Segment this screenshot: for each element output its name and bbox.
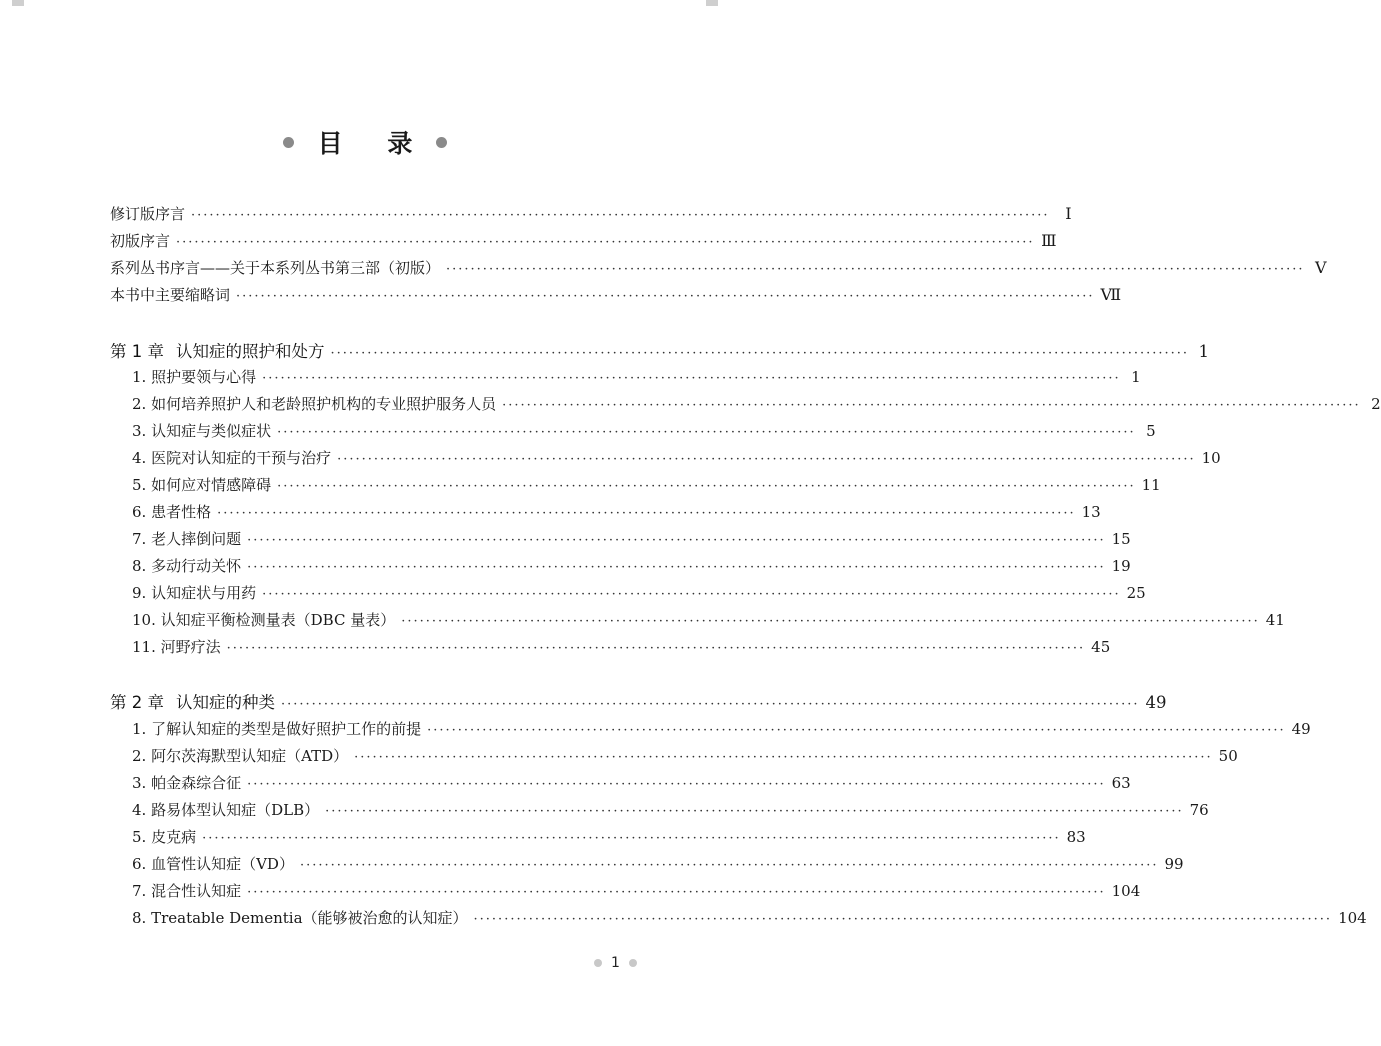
dot-leader: ············································································································································ [427, 723, 1286, 738]
toc-entry[interactable] [132, 445, 1221, 472]
toc-entry[interactable] [132, 878, 1141, 905]
dot-leader: ············································································································································ [247, 777, 1106, 792]
toc-entry-label: 4. 路易体型认知症（DLB） [132, 801, 320, 819]
toc-entry[interactable] [132, 770, 1131, 797]
toc-page-number: Ⅲ [1041, 231, 1057, 250]
footer-left-dot-icon [594, 959, 602, 967]
toc-page-number: 13 [1081, 503, 1101, 521]
toc-page-number: 49 [1145, 693, 1167, 712]
dot-leader: ············································································································································ [247, 885, 1106, 900]
toc-front-item[interactable] [110, 281, 1122, 308]
toc-entry-label: 8. Treatable Dementia（能够被治愈的认知症） [132, 909, 468, 927]
dot-leader: ············································································································································ [236, 289, 1095, 304]
chapter-number: 第 1 章 [110, 342, 164, 361]
dot-leader: ············································································································································ [262, 587, 1121, 602]
dot-leader: ············································································································································ [277, 425, 1136, 440]
dot-leader: ············································································································································ [330, 346, 1190, 361]
dot-leader: ············································································································································ [262, 371, 1121, 386]
toc-page-number: 99 [1164, 855, 1184, 873]
toc-page-number: 104 [1111, 882, 1141, 900]
dot-leader: ············································································································································ [473, 912, 1333, 927]
dot-leader: ············································································································································ [401, 614, 1260, 629]
toc-entry[interactable] [132, 364, 1141, 391]
toc-entry[interactable] [132, 553, 1131, 580]
toc-entry[interactable] [132, 580, 1146, 607]
toc-entry-label: 6. 患者性格 [132, 503, 212, 521]
dot-leader: ············································································································································ [247, 560, 1106, 575]
toc-page-number: Ⅰ [1065, 204, 1072, 223]
dot-leader: ············································································································································ [325, 804, 1184, 819]
toc-page-number: 45 [1091, 638, 1111, 656]
toc-entry-label: 8. 多动行动关怀 [132, 557, 242, 575]
toc-page-number: 1 [1131, 368, 1141, 386]
dot-leader: ············································································································································ [277, 479, 1136, 494]
toc-front-item[interactable] [110, 227, 1057, 254]
dot-leader: ············································································································································ [337, 452, 1196, 467]
toc-front-label: 修订版序言 [110, 205, 186, 223]
toc-page-number: 25 [1126, 584, 1146, 602]
dot-leader: ············································································································································ [176, 235, 1035, 250]
toc-entry[interactable] [132, 851, 1184, 878]
dot-leader: ············································································································································ [354, 750, 1213, 765]
dot-leader: ············································································································································ [502, 398, 1361, 413]
toc-page-number: 10 [1201, 449, 1221, 467]
toc-page-number: 11 [1141, 476, 1161, 494]
toc-front-item[interactable] [110, 200, 1072, 227]
toc-page-number: Ⅶ [1100, 285, 1122, 304]
chapter-heading-label [110, 689, 275, 716]
toc-entry-label: 5. 如何应对情感障碍 [132, 476, 272, 494]
toc-entry-label: 5. 皮克病 [132, 828, 197, 846]
title-right-dot-icon [436, 137, 447, 148]
dot-leader: ············································································································································ [226, 641, 1086, 656]
dot-leader: ············································································································································ [247, 533, 1106, 548]
toc-entry[interactable] [132, 797, 1209, 824]
toc-page-number: 5 [1146, 422, 1156, 440]
toc-front-label: 本书中主要缩略词 [110, 286, 231, 304]
chapter-heading-label [110, 338, 325, 365]
toc-page-number: 83 [1066, 828, 1086, 846]
chapter-number: 第 2 章 [110, 693, 164, 712]
dot-leader: ············································································································································ [217, 506, 1076, 521]
page-footer [594, 954, 637, 972]
toc-entry[interactable] [132, 634, 1111, 661]
toc-entry-label: 2. 如何培养照护人和老龄照护机构的专业照护服务人员 [132, 395, 497, 413]
toc-entry-label: 3. 帕金森综合征 [132, 774, 242, 792]
toc-entry[interactable] [132, 499, 1101, 526]
dot-leader: ············································································································································ [191, 208, 1050, 223]
toc-page-number: 19 [1111, 557, 1131, 575]
toc-page-number: 15 [1111, 530, 1131, 548]
toc-entry-label: 7. 混合性认知症 [132, 882, 242, 900]
toc-entry-label: 4. 医院对认知症的干预与治疗 [132, 449, 332, 467]
dot-leader: ············································································································································ [299, 858, 1159, 873]
crop-mark-right [706, 0, 718, 6]
toc-front-label: 系列丛书序言——关于本系列丛书第三部（初版） [110, 259, 441, 277]
dot-leader: ············································································································································ [446, 262, 1305, 277]
toc-front-item[interactable] [110, 254, 1327, 281]
dot-leader: ············································································································································ [281, 697, 1140, 712]
toc-entry[interactable] [132, 743, 1238, 770]
toc-entry-label: 7. 老人摔倒问题 [132, 530, 242, 548]
toc-entry[interactable] [132, 824, 1086, 851]
toc-page-number: 49 [1291, 720, 1311, 738]
toc-page-number: 104 [1338, 909, 1367, 927]
toc-entry[interactable] [132, 607, 1285, 634]
title-left-dot-icon [283, 137, 294, 148]
toc-chapter-heading[interactable] [110, 338, 1210, 365]
toc-entry-label: 3. 认知症与类似症状 [132, 422, 272, 440]
toc-entry[interactable] [132, 905, 1367, 932]
chapter-title: 认知症的照护和处方 [176, 342, 325, 361]
chapter-title: 认知症的种类 [176, 693, 275, 712]
toc-entry-label: 2. 阿尔茨海默型认知症（ATD） [132, 747, 349, 765]
footer-right-dot-icon [629, 959, 637, 967]
toc-page-number: Ⅴ [1314, 258, 1327, 277]
toc-title-text: 目 录 [317, 129, 431, 158]
toc-front-label: 初版序言 [110, 232, 171, 250]
toc-entry-label: 11. 河野疗法 [132, 638, 221, 656]
toc-entry-label: 1. 照护要领与心得 [132, 368, 257, 386]
toc-page-number: 50 [1218, 747, 1238, 765]
toc-entry-label: 1. 了解认知症的类型是做好照护工作的前提 [132, 720, 422, 738]
toc-entry-label: 6. 血管性认知症（VD） [132, 855, 294, 873]
toc-page-number: 41 [1265, 611, 1285, 629]
toc-chapter-heading[interactable] [110, 689, 1167, 716]
toc-title [0, 124, 730, 160]
toc-page-number: 1 [1198, 342, 1210, 361]
toc-entry-label: 10. 认知症平衡检测量表（DBC 量表） [132, 611, 396, 629]
toc-page-number: 2 [1371, 395, 1381, 413]
toc-entry[interactable] [132, 716, 1311, 743]
crop-mark-left [12, 0, 24, 6]
toc-page-number: 76 [1189, 801, 1209, 819]
toc-entry[interactable] [132, 391, 1381, 418]
footer-page-number: 1 [611, 955, 620, 971]
toc-entry[interactable] [132, 418, 1156, 445]
toc-entry[interactable] [132, 472, 1161, 499]
toc-entry[interactable] [132, 526, 1131, 553]
dot-leader: ············································································································································ [202, 831, 1061, 846]
toc-page-number: 63 [1111, 774, 1131, 792]
toc-entry-label: 9. 认知症状与用药 [132, 584, 257, 602]
